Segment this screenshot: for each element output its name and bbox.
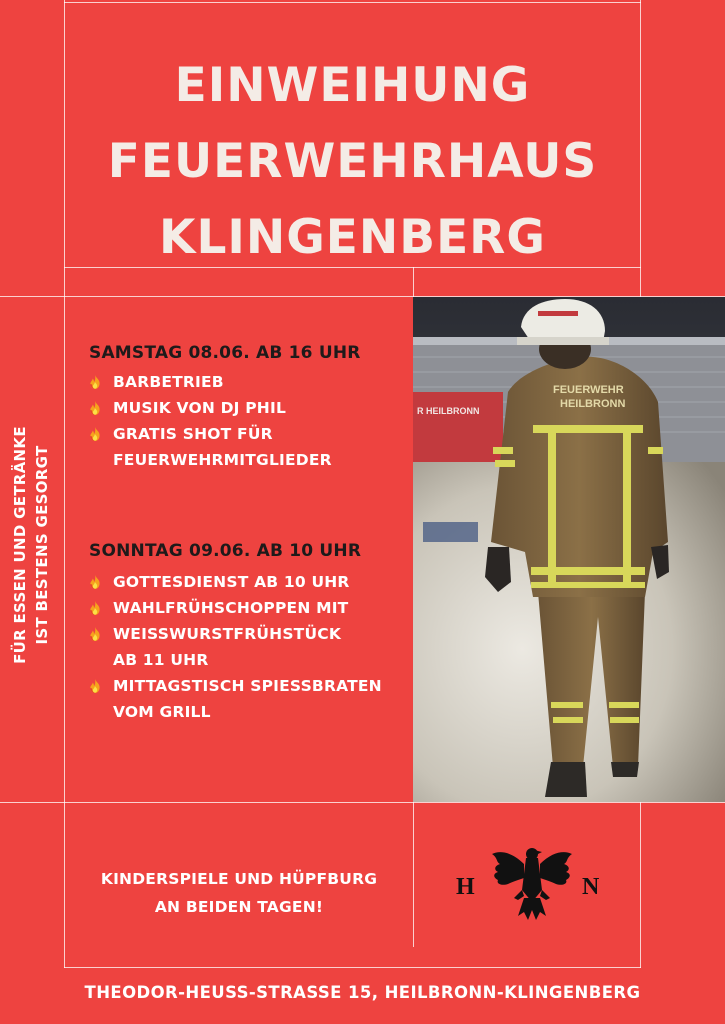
list-item: WEISSWURSTFRÜHSTÜCK AB 11 UHR: [87, 621, 382, 673]
title-line-1: EINWEIHUNG: [174, 58, 531, 113]
side-note-line-2: IST BESTENS GESORGT: [33, 445, 51, 645]
kids-note: [65, 865, 413, 921]
title-line-3: KLINGENBERG: [159, 210, 546, 265]
side-note-line-1: FÜR ESSEN UND GETRÄNKE: [11, 426, 29, 664]
saturday-list: [87, 369, 332, 473]
list-item: GOTTESDIENST AB 10 UHR: [87, 569, 382, 595]
logo-letter-h: H: [456, 874, 475, 900]
flame-icon: [87, 600, 103, 616]
flame-icon: [87, 626, 103, 642]
sign-text: R HEILBRONN: [417, 406, 480, 416]
list-item: MUSIK VON DJ PHIL: [87, 395, 332, 421]
address: THEODOR-HEUSS-STRASSE 15, HEILBRONN-KLINGENBERG: [84, 983, 641, 1002]
list-item: WAHLFRÜHSCHOPPEN MIT: [87, 595, 382, 621]
flame-icon: [87, 574, 103, 590]
sunday-heading: SONNTAG 09.06. AB 10 UHR: [89, 541, 362, 561]
jacket-text-2: HEILBRONN: [560, 398, 626, 410]
sunday-list: [87, 569, 382, 725]
flame-icon: [87, 400, 103, 416]
jacket-text-1: FEUERWEHR: [553, 384, 624, 396]
eagle-icon: [492, 848, 572, 920]
heilbronn-crest-logo: [452, 840, 612, 930]
list-item: GRATIS SHOT FÜR FEUERWEHRMITGLIEDER: [87, 421, 332, 473]
flame-icon: [87, 426, 103, 442]
logo-letter-n: N: [582, 874, 600, 900]
flame-icon: [87, 374, 103, 390]
firefighter-illustration: [413, 297, 725, 802]
list-item: BARBETRIEB: [87, 369, 332, 395]
frame-line-top: [64, 2, 641, 3]
list-item: MITTAGSTISCH SPIESSBRATEN VOM GRILL: [87, 673, 382, 725]
divider-above-footer: [0, 802, 725, 803]
divider-bottom: [64, 967, 641, 968]
saturday-heading: SAMSTAG 08.06. AB 16 UHR: [89, 343, 361, 363]
page-title: [65, 48, 640, 276]
title-line-2: FEUERWEHRHAUS: [107, 134, 598, 189]
firefighter-photo: [413, 297, 725, 802]
kids-note-line-2: AN BEIDEN TAGEN!: [154, 898, 324, 916]
flame-icon: [87, 678, 103, 694]
divider-middle-lower: [413, 802, 414, 947]
kids-note-line-1: KINDERSPIELE UND HÜPFBURG: [100, 870, 378, 888]
